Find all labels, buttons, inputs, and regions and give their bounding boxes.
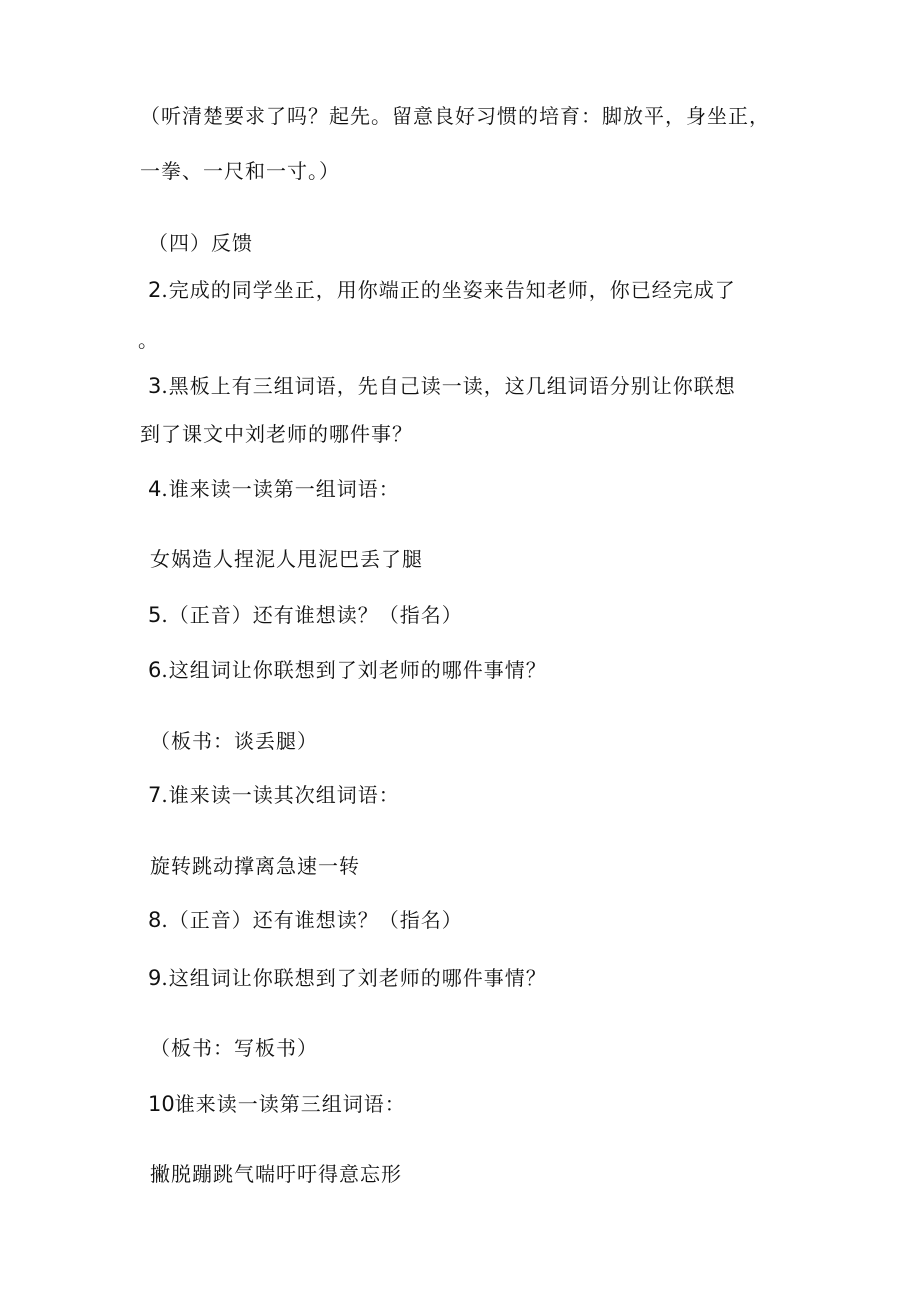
list-item [148, 276, 736, 304]
list-item [148, 964, 547, 992]
item-number: 2 [148, 278, 162, 302]
item-text: .这组词让你联想到了刘老师的哪件事情？ [161, 966, 547, 990]
item-text: .黑板上有三组词语，先自己读一读，这几组词语分别让你联想 [161, 374, 736, 398]
item-text: .谁来读一读第一组词语： [161, 477, 400, 501]
text-line: 一拳、一尺和一寸。） [140, 159, 340, 183]
item-text: .（正音）还有谁想读？（指名） [161, 908, 463, 932]
list-item [148, 906, 463, 934]
list-item [148, 1090, 406, 1118]
word-group: 撇脱蹦跳气喘吁吁得意忘形 [150, 1162, 402, 1186]
blackboard-note: （板书：谈丢腿） [150, 729, 318, 753]
blackboard-note: （板书：写板书） [150, 1036, 318, 1060]
item-text: .这组词让你联想到了刘老师的哪件事情？ [161, 658, 547, 682]
text-line: 到了课文中刘老师的哪件事？ [140, 422, 413, 446]
item-text: .完成的同学坐正，用你端正的坐姿来告知老师，你已经完成了 [161, 278, 736, 302]
item-number: 5 [148, 603, 162, 627]
text-line: （听清楚要求了吗？起先。留意良好习惯的培育：脚放平，身坐正， [140, 104, 770, 128]
text-line: 。 [138, 328, 159, 352]
item-number: 9 [148, 966, 162, 990]
item-number: 7 [148, 783, 162, 807]
item-number: 10 [148, 1092, 175, 1116]
word-group: 女娲造人捏泥人甩泥巴丢了腿 [150, 547, 423, 571]
list-item [148, 475, 400, 503]
item-number: 8 [148, 908, 162, 932]
list-item [148, 781, 400, 809]
item-text: .（正音）还有谁想读？（指名） [161, 603, 463, 627]
list-item [148, 372, 736, 400]
list-item [148, 656, 547, 684]
item-text: 谁来读一读第三组词语： [174, 1092, 406, 1116]
word-group: 旋转跳动撑离急速一转 [150, 854, 360, 878]
item-text: .谁来读一读其次组词语： [161, 783, 400, 807]
item-number: 6 [148, 658, 162, 682]
item-number: 4 [148, 477, 162, 501]
item-number: 3 [148, 374, 162, 398]
section-heading: （四）反馈 [148, 231, 253, 255]
list-item [148, 601, 463, 629]
